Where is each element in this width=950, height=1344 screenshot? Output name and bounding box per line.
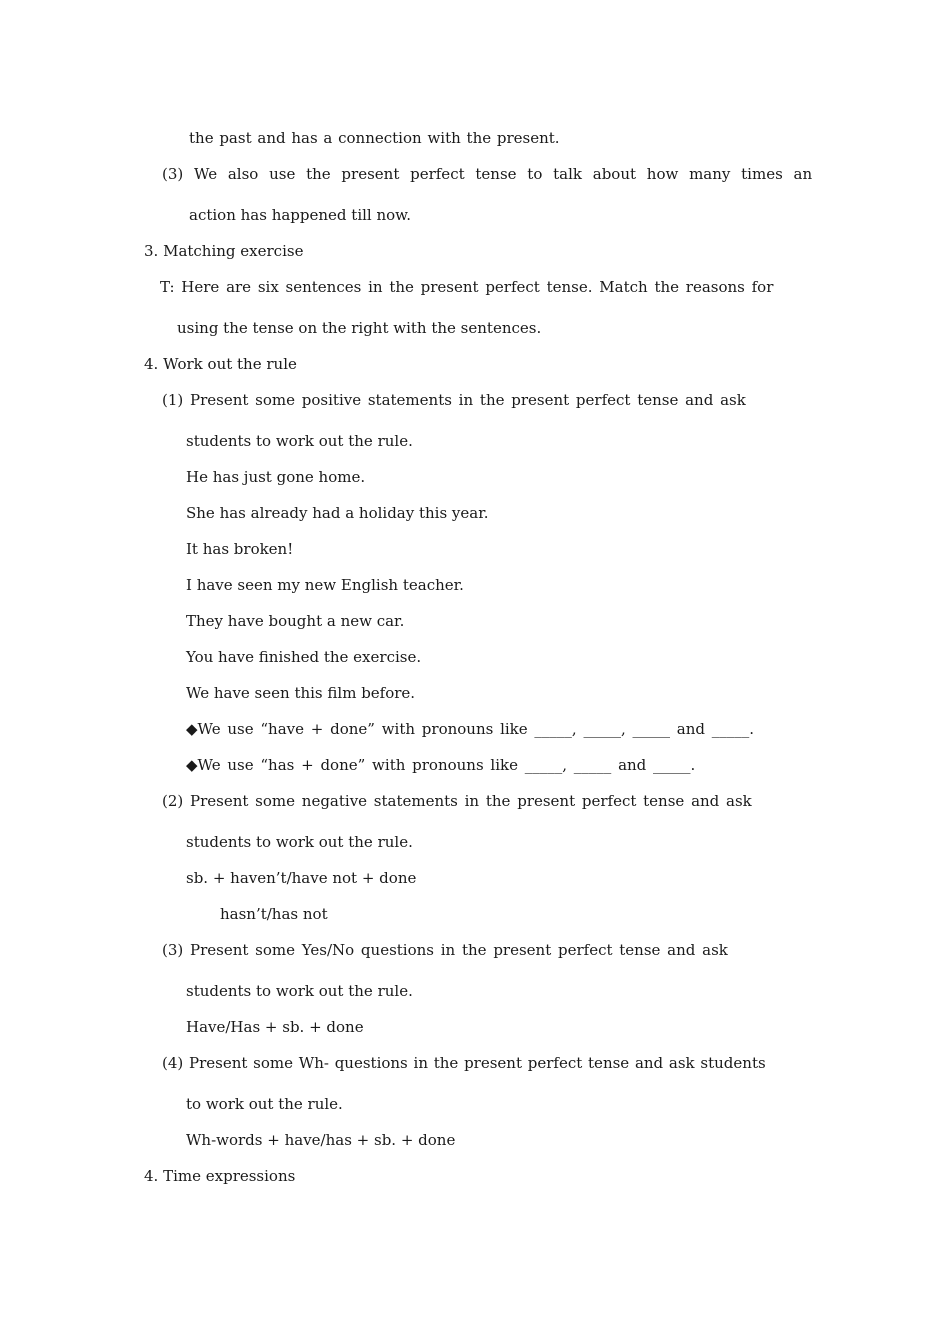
rule-fill-in-have: ◆We use “have + done” with pronouns like _____, _____, _____ and _____. [186, 720, 754, 738]
rule-formula: hasn’t/has not [220, 905, 328, 923]
example-sentence: He has just gone home. [186, 468, 366, 486]
rule-formula: Wh-words + have/has + sb. + done [186, 1131, 456, 1149]
subitem-1-positive: (1) Present some positive statements in the present perfect tense and ask [162, 391, 746, 409]
rule-formula: Have/Has + sb. + done [186, 1018, 364, 1036]
subitem-3-yes-no: (3) Present some Yes/No questions in the present perfect tense and ask [162, 941, 728, 959]
text-line: to work out the rule. [186, 1095, 343, 1113]
section-heading-work-out-rule: 4. Work out the rule [144, 355, 297, 373]
section-heading-matching-exercise: 3. Matching exercise [144, 242, 304, 260]
example-sentence: It has broken! [186, 540, 294, 558]
subitem-2-negative: (2) Present some negative statements in the present perfect tense and ask [162, 792, 752, 810]
rule-fill-in-has: ◆We use “has + done” with pronouns like _____, _____ and _____. [186, 756, 696, 774]
text-line: action has happened till now. [189, 206, 411, 224]
example-sentence: You have finished the exercise. [186, 648, 422, 666]
list-item-3-note: (3) We also use the present perfect tense to talk about how many times an [162, 165, 813, 183]
text-line: students to work out the rule. [186, 833, 413, 851]
text-line: students to work out the rule. [186, 982, 413, 1000]
section-heading-time-expressions: 4. Time expressions [144, 1167, 296, 1185]
text-line: the past and has a connection with the present. [189, 129, 560, 147]
text-line: using the tense on the right with the sentences. [177, 319, 542, 337]
example-sentence: We have seen this film before. [186, 684, 416, 702]
subitem-4-wh: (4) Present some Wh- questions in the present perfect tense and ask students [162, 1054, 766, 1072]
example-sentence: She has already had a holiday this year. [186, 504, 489, 522]
rule-formula: sb. + haven’t/have not + done [186, 869, 417, 887]
example-sentence: They have bought a new car. [186, 612, 405, 630]
text-line: students to work out the rule. [186, 432, 413, 450]
example-sentence: I have seen my new English teacher. [186, 576, 464, 594]
teacher-instruction: T: Here are six sentences in the present perfect tense. Match the reasons for [160, 278, 774, 296]
